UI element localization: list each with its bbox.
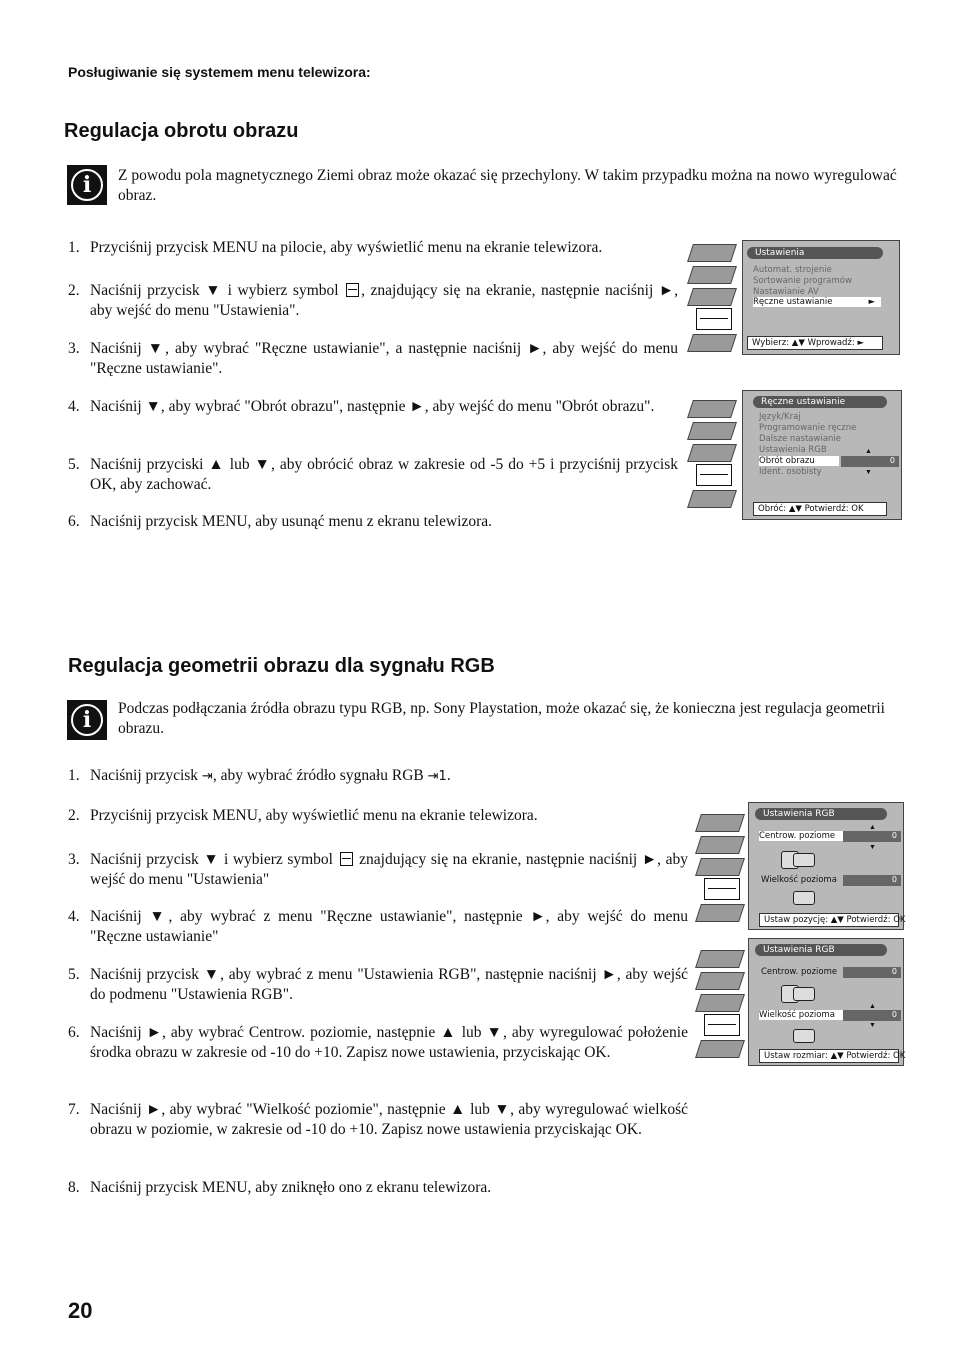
- rgb-source-icon: ⇥1: [427, 769, 447, 784]
- tab-features-icon: [687, 288, 737, 306]
- s2-step-7: 7. Naciśnij ►, aby wybrać "Wielkość poziomie", następnie ▲ lub ▼, aby wyregulować wielkość obrazu w poziomie, w zakresie od -10 do +10. Zapisz nowe ustawienia przyciskając OK.: [68, 1101, 688, 1138]
- up-arrow-icon: ▲: [865, 447, 872, 455]
- tab-preset-icon: [687, 490, 737, 508]
- s2-step-6: 6. Naciśnij ►, aby wybrać Centrow. poziomie, następnie ▲ lub ▼, aby wyregulować położenie środka obrazu w zakresie od -10 do +10. Zapisz nowe ustawienia, przyciskając OK.: [68, 1024, 688, 1061]
- s1-step-3: 3. Naciśnij ▼, aby wybrać "Ręczne ustawianie", a następnie naciśnij ►, aby wejść do menu "Ręczne ustawianie".: [68, 340, 678, 377]
- osd1-item: Automat. strojenie: [753, 265, 832, 275]
- size-shape-icon: [793, 891, 815, 905]
- tab-picture-icon: [687, 400, 737, 418]
- centering-slider: 0: [843, 831, 901, 842]
- size-slider: 0: [843, 875, 901, 886]
- osd-rgb-position-menu: [698, 802, 904, 930]
- s2-step-3: 3. Naciśnij przycisk ▼ i wybierz symbol znajdujący się na ekranie, następnie naciśnij ►, aby wejść do menu "Ustawienia": [68, 851, 688, 888]
- tab-features-icon: [687, 444, 737, 462]
- tab-preset-icon: [695, 904, 745, 922]
- tab-setup-icon: [696, 464, 732, 486]
- setup-symbol-icon: [340, 852, 353, 866]
- s2-step-2: 2. Przyciśnij przycisk MENU, aby wyświetlić menu na ekranie telewizora.: [68, 807, 538, 824]
- osd3-title: Ustawienia RGB: [755, 808, 887, 820]
- osd1-item: Nastawianie AV: [753, 287, 819, 297]
- position-shape-icon: [793, 853, 815, 867]
- up-arrow-icon: ▲: [869, 823, 876, 831]
- s2-step-5: 5. Naciśnij przycisk ▼, aby wybrać z menu "Ustawienia RGB", następnie naciśnij ►, aby wejść do podmenu "Ustawienia RGB".: [68, 966, 688, 1003]
- tab-picture-icon: [695, 950, 745, 968]
- osd2-footer: Obróć: ▲▼ Potwierdź: OK: [753, 502, 887, 516]
- centering-slider: 0: [843, 967, 901, 978]
- s1-step-1: 1. Przyciśnij przycisk MENU na pilocie, aby wyświetlić menu na ekranie telewizora.: [68, 239, 603, 256]
- osd3-footer: Ustaw pozycję: ▲▼ Potwierdź: OK: [759, 913, 899, 927]
- tab-setup-icon: [704, 878, 740, 900]
- size-slider: 0: [843, 1010, 901, 1021]
- down-arrow-icon: ▼: [869, 1021, 876, 1029]
- tab-sound-icon: [687, 266, 737, 284]
- osd4-item: Centrow. poziome: [761, 967, 838, 977]
- section1-intro: Z powodu pola magnetycznego Ziemi obraz może okazać się przechylony. W takim przypadku można na nowo wyregulować obraz.: [118, 167, 897, 204]
- osd2-item: Programowanie ręczne: [759, 423, 857, 433]
- s1-step-2: 2. Naciśnij przycisk ▼ i wybierz symbol , znajdujący się na ekranie, następnie naciśnij ►, aby wejść do menu "Ustawienia".: [68, 282, 678, 319]
- s1-step-6: 6. Naciśnij przycisk MENU, aby usunąć menu z ekranu telewizora.: [68, 513, 493, 530]
- s1-step-4: 4. Naciśnij ▼, aby wybrać "Obrót obrazu", następnie ►, aby wejść do menu "Obrót obrazu".: [68, 398, 655, 415]
- size-shape-icon: [793, 1029, 815, 1043]
- osd2-item: Ustawienia RGB: [759, 445, 827, 455]
- info-icon: i: [67, 165, 107, 205]
- osd3-item-selected: Centrow. poziome: [759, 831, 843, 841]
- section1-title: Regulacja obrotu obrazu: [64, 120, 299, 142]
- section2-title: Regulacja geometrii obrazu dla sygnału RGB: [68, 655, 495, 677]
- tab-sound-icon: [695, 972, 745, 990]
- setup-symbol-icon: [346, 283, 359, 297]
- osd2-item: Ident. osobisty: [759, 467, 822, 477]
- tab-setup-icon: [696, 308, 732, 330]
- rotation-slider: 0: [841, 456, 899, 467]
- tab-picture-icon: [695, 814, 745, 832]
- osd4-footer: Ustaw rozmiar: ▲▼ Potwierdź: OK: [759, 1049, 899, 1063]
- osd2-item: Język/Kraj: [759, 412, 801, 422]
- s2-step-8: 8. Naciśnij przycisk MENU, aby zniknęło ono z ekranu telewizora.: [68, 1179, 492, 1196]
- osd3-item: Wielkość pozioma: [761, 875, 837, 885]
- page-header: Posługiwanie się systemem menu telewizora:: [68, 64, 371, 80]
- osd-settings-menu: [690, 240, 900, 355]
- osd4-title: Ustawienia RGB: [755, 944, 887, 956]
- tab-picture-icon: [687, 244, 737, 262]
- section2-intro: Podczas podłączania źródła obrazu typu RGB, np. Sony Playstation, może okazać się, że konieczna jest regulacja geometrii obrazu.: [118, 700, 885, 737]
- tab-sound-icon: [687, 422, 737, 440]
- tab-setup-icon: [704, 1014, 740, 1036]
- s1-step-5: 5. Naciśnij przyciski ▲ lub ▼, aby obrócić obraz w zakresie od -5 do +5 i przyciśnij przycisk OK, aby zachować.: [68, 456, 678, 493]
- osd2-item: Dalsze nastawianie: [759, 434, 842, 444]
- s2-step-4: 4. Naciśnij ▼, aby wybrać z menu "Ręczne ustawianie", następnie ►, aby wejść do menu "Ręczne ustawianie": [68, 908, 688, 945]
- down-arrow-icon: ▼: [865, 468, 872, 476]
- osd4-item-selected: Wielkość pozioma: [759, 1010, 843, 1020]
- info-icon: i: [67, 700, 107, 740]
- osd-manual-setup-menu: [690, 390, 902, 520]
- osd2-title: Ręczne ustawianie: [753, 396, 887, 408]
- osd1-item-selected: Ręczne ustawianie ►: [753, 297, 881, 307]
- page-number: 20: [68, 1298, 93, 1323]
- osd-rgb-size-menu: [698, 938, 904, 1066]
- tab-sound-icon: [695, 836, 745, 854]
- s2-step-1: 1. Naciśnij przycisk ⇥, aby wybrać źródło sygnału RGB ⇥1.: [68, 767, 451, 784]
- down-arrow-icon: ▼: [869, 843, 876, 851]
- tab-preset-icon: [695, 1040, 745, 1058]
- position-shape-icon: [793, 987, 815, 1001]
- input-select-icon: ⇥: [201, 769, 213, 784]
- osd2-item-selected: Obrót obrazu: [759, 456, 839, 466]
- up-arrow-icon: ▲: [869, 1002, 876, 1010]
- osd1-item: Sortowanie programów: [753, 276, 852, 286]
- tab-features-icon: [695, 994, 745, 1012]
- osd1-footer: Wybierz: ▲▼ Wprowadź: ►: [747, 336, 883, 350]
- osd1-title: Ustawienia: [747, 247, 883, 259]
- tab-preset-icon: [687, 334, 737, 352]
- tab-features-icon: [695, 858, 745, 876]
